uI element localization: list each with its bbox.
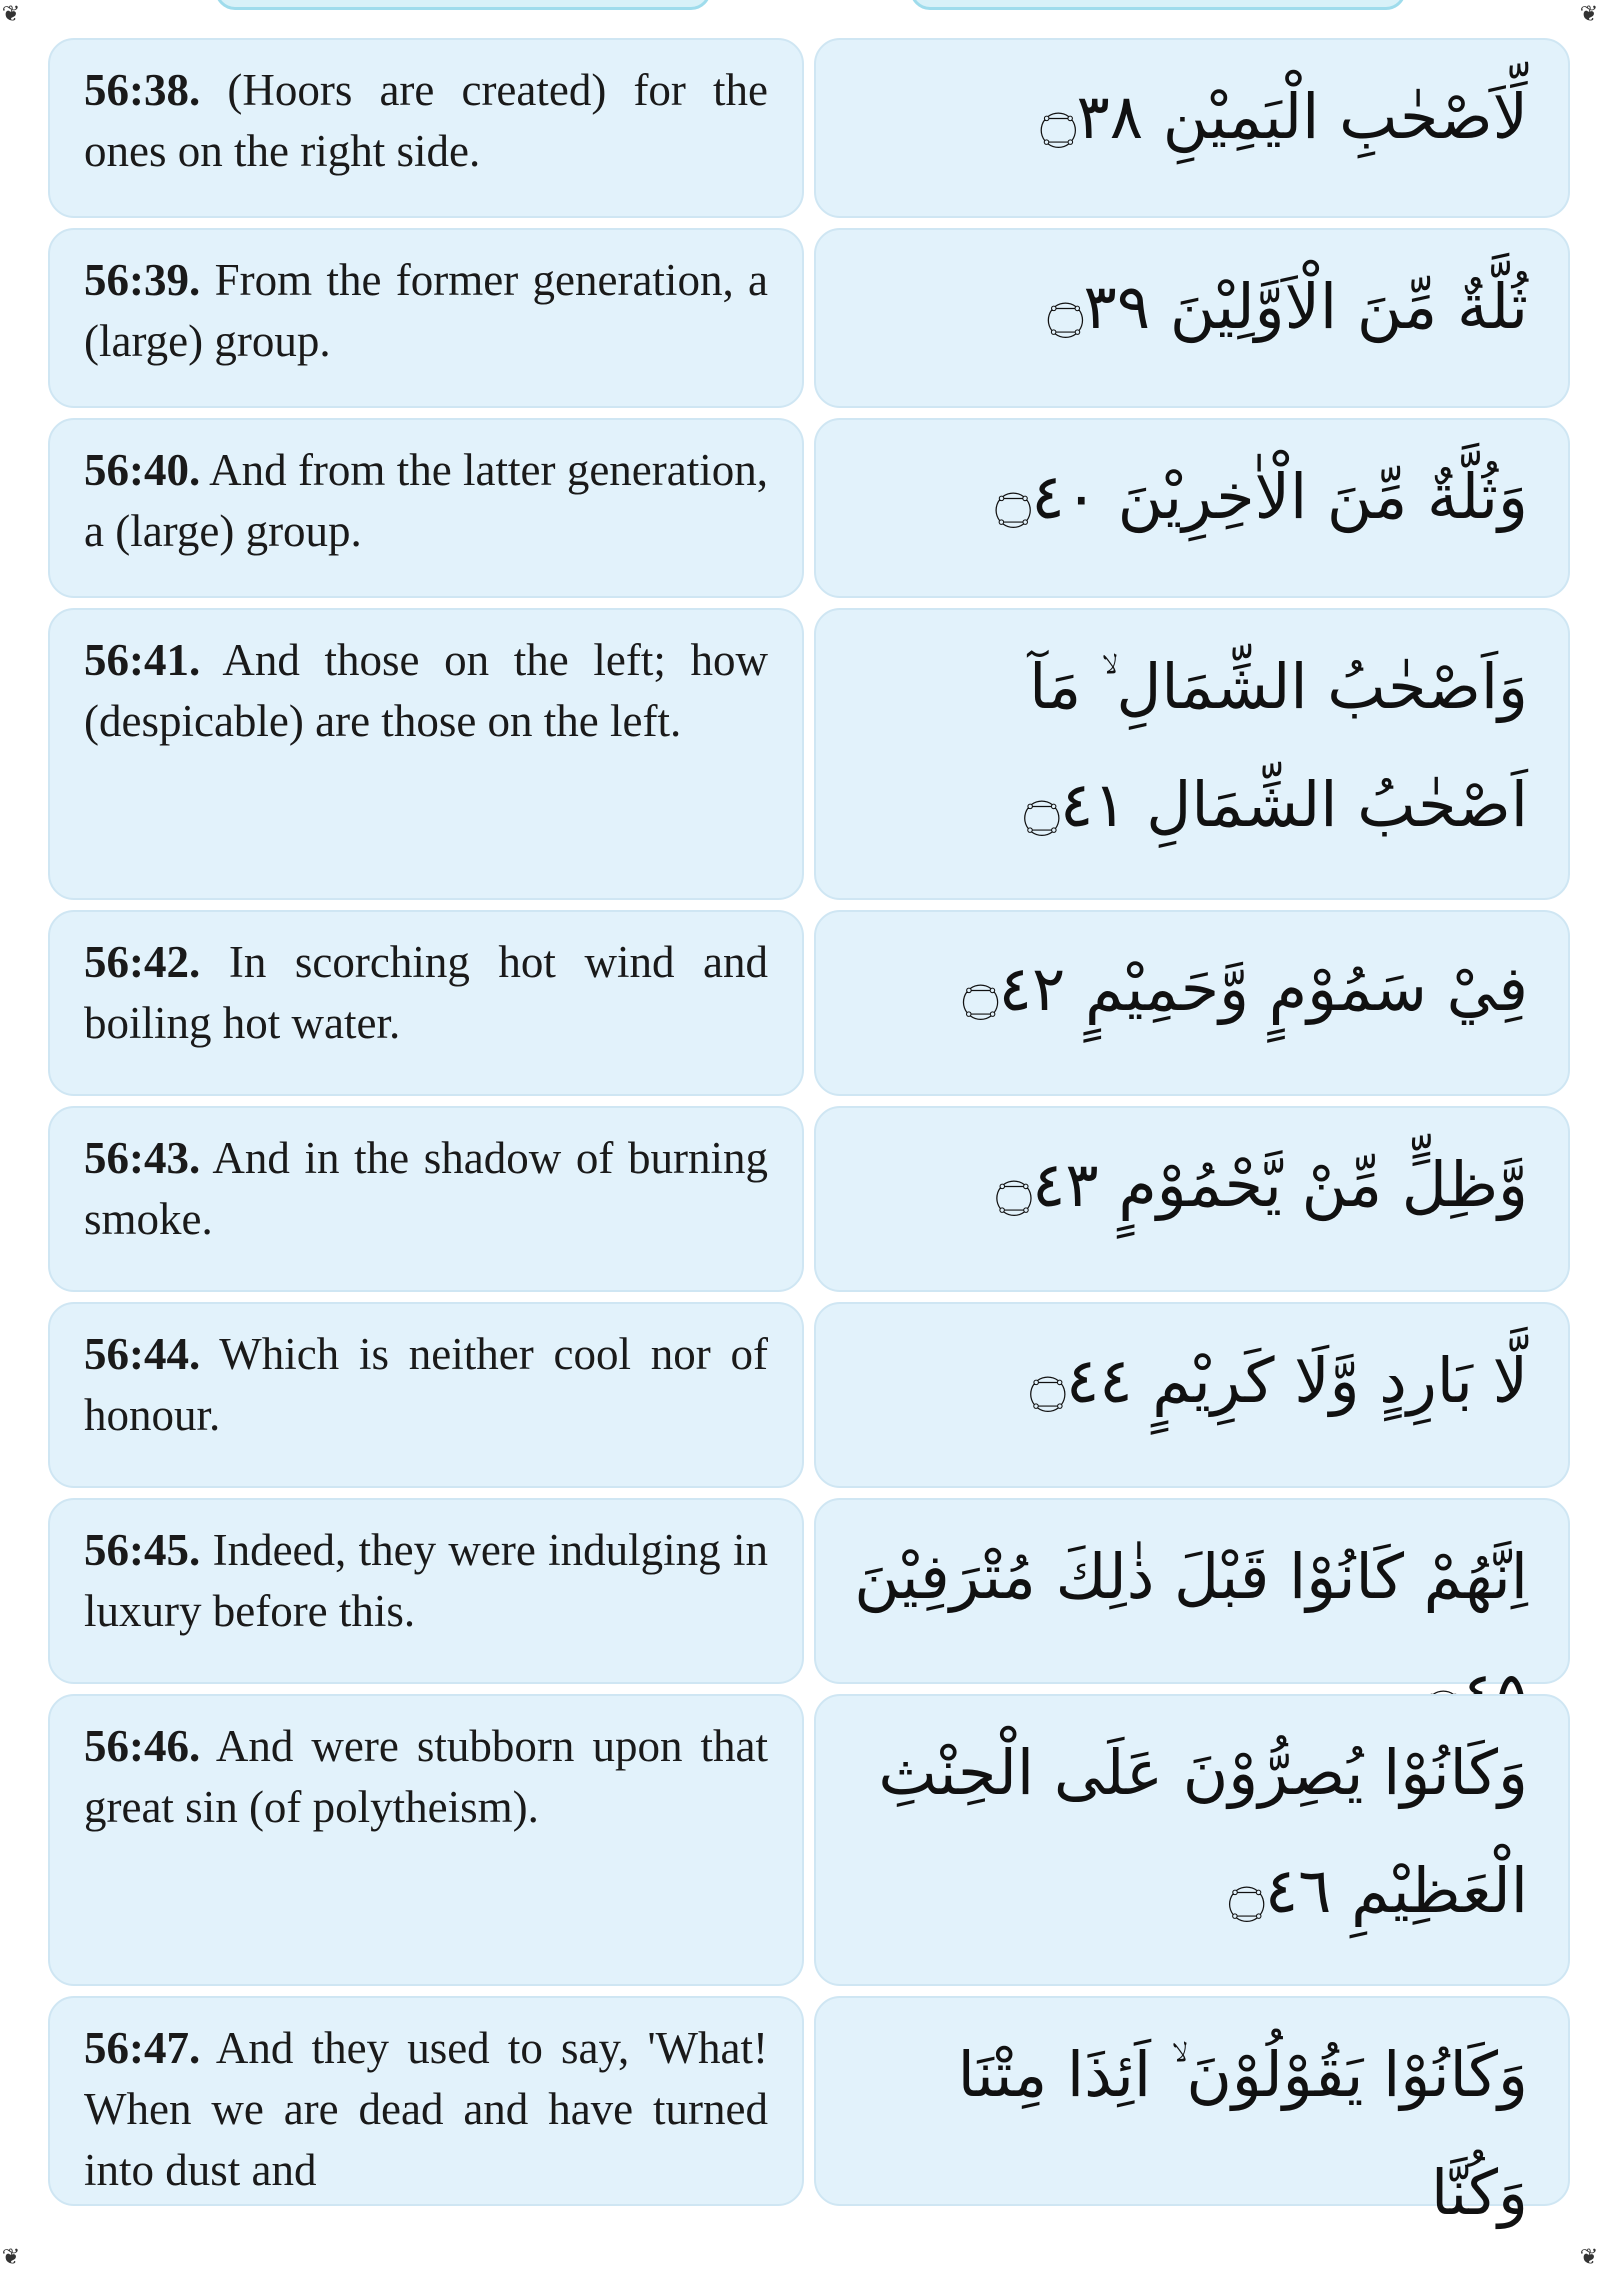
arabic-verse-cell: وَكَانُوْا يَقُوْلُوْنَ ۙ اَئِذَا مِتْنَا وَكُنَّا	[814, 1996, 1570, 2206]
translation-cell	[48, 1996, 804, 2206]
arabic-verse-cell: وَاَصْحٰبُ الشِّمَالِ ۙ مَآ اَصْحٰبُ الشِّمَالِ ۝٤١	[814, 608, 1570, 900]
translation-cell	[48, 1694, 804, 1986]
arabic-verse-cell: فِيْ سَمُوْمٍ وَّحَمِيْمٍ ۝٤٢	[814, 910, 1570, 1096]
translation-text: (Hoors are created) for the ones on the right side.	[84, 65, 768, 176]
verse-row	[48, 418, 1570, 598]
translation-cell	[48, 1498, 804, 1684]
translation-cell	[48, 910, 804, 1096]
verse-reference: 56:44.	[84, 1329, 201, 1379]
top-tab-right	[910, 0, 1406, 10]
translation-cell	[48, 1302, 804, 1488]
corner-ornament-icon: ❦	[1579, 2245, 1599, 2270]
arabic-verse-cell: وَكَانُوْا يُصِرُّوْنَ عَلَى الْحِنْثِ الْعَظِيْمِ ۝٤٦	[814, 1694, 1570, 1986]
translation-text: Which is neither cool nor of honour.	[84, 1329, 768, 1440]
verse-row	[48, 228, 1570, 408]
verse-reference: 56:38.	[84, 65, 201, 115]
verse-reference: 56:39.	[84, 255, 201, 305]
verse-row	[48, 1302, 1570, 1488]
arabic-verse-cell: اِنَّهُمْ كَانُوْا قَبْلَ ذٰلِكَ مُتْرَفِيْنَ	[814, 1498, 1570, 1684]
translation-cell	[48, 1106, 804, 1292]
verse-row	[48, 1694, 1570, 1986]
translation-text: From the former generation, a (large) group.	[84, 255, 768, 366]
verse-row	[48, 1996, 1570, 2229]
translation-text: In scorching hot wind and boiling hot water.	[84, 937, 768, 1048]
verse-row	[48, 910, 1570, 1096]
arabic-verse-cell: وَثُلَّةٌ مِّنَ الْاٰخِرِيْنَ ۝٤٠	[814, 418, 1570, 598]
verse-reference: 56:46.	[84, 1721, 201, 1771]
verse-row	[48, 608, 1570, 900]
verse-reference: 56:47.	[84, 2023, 201, 2073]
corner-ornament-icon: ❦	[1, 2245, 21, 2270]
translation-cell	[48, 38, 804, 218]
translation-text: And those on the left; how (despicable) are those on the left.	[84, 635, 768, 746]
translation-text: Indeed, they were indulging in luxury before this.	[84, 1525, 768, 1636]
corner-ornament-icon: ❦	[1, 2, 21, 27]
verse-list	[48, 38, 1570, 2229]
verse-reference: 56:43.	[84, 1133, 201, 1183]
top-tab-left	[215, 0, 711, 10]
verse-reference: 56:42.	[84, 937, 201, 987]
verse-reference: 56:45.	[84, 1525, 201, 1575]
verse-reference: 56:40.	[84, 445, 201, 495]
translation-text: And in the shadow of burning smoke.	[84, 1133, 768, 1244]
corner-ornament-icon: ❦	[1579, 2, 1599, 27]
arabic-verse-cell: وَّظِلٍّ مِّنْ يَّحْمُوْمٍ ۝٤٣	[814, 1106, 1570, 1292]
verse-reference: 56:41.	[84, 635, 201, 685]
translation-cell	[48, 228, 804, 408]
arabic-verse-cell: لَّا بَارِدٍ وَّلَا كَرِيْمٍ ۝٤٤	[814, 1302, 1570, 1488]
translation-text: And they used to say, 'What! When we are dead and have turned into dust and	[84, 2023, 768, 2195]
verse-row	[48, 1498, 1570, 1684]
translation-cell	[48, 418, 804, 598]
arabic-verse-cell: ثُلَّةٌ مِّنَ الْاَوَّلِيْنَ ۝٣٩	[814, 228, 1570, 408]
translation-text: And from the latter generation, a (large) group.	[84, 445, 768, 556]
arabic-verse-cell: لِّاَصْحٰبِ الْيَمِيْنِ ۝٣٨	[814, 38, 1570, 218]
verse-row	[48, 1106, 1570, 1292]
translation-text: And were stubborn upon that great sin (of polytheism).	[84, 1721, 768, 1832]
translation-cell	[48, 608, 804, 900]
verse-row	[48, 38, 1570, 218]
